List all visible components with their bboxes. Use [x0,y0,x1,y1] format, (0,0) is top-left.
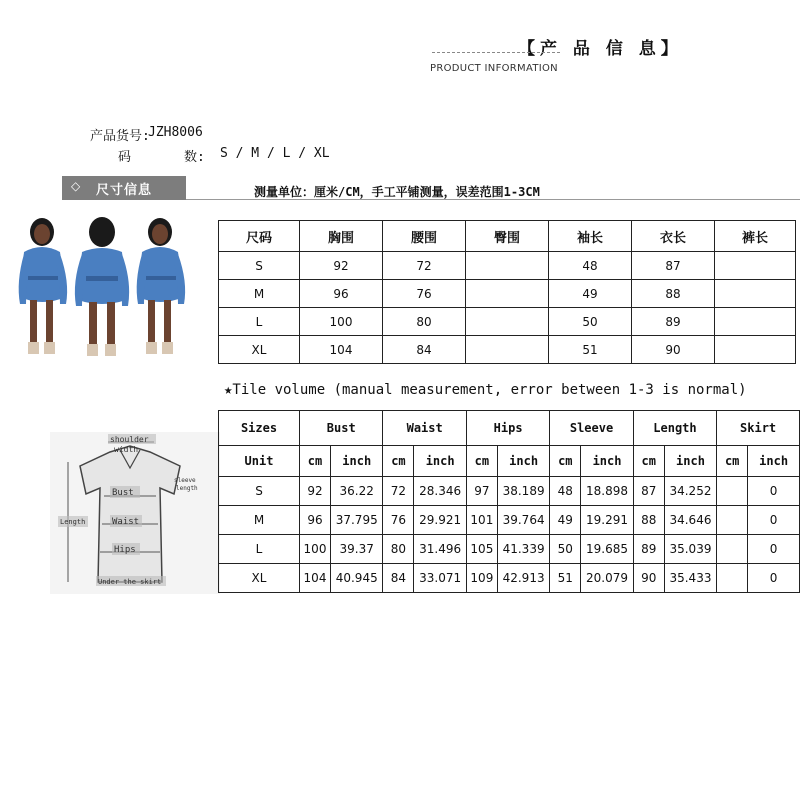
table-cell: 51 [549,336,632,364]
table-cell: S [219,477,300,506]
table-cell: 49 [549,280,632,308]
table-cell: 104 [300,336,383,364]
table-header-cell: 腰围 [383,221,466,252]
table-cell [717,535,748,564]
unit-row [219,446,800,477]
unit-cell: inch [581,446,633,477]
table-header-row [219,221,796,252]
unit-cell: inch [331,446,383,477]
table-cell: 96 [300,280,383,308]
diagram-label-waist: Waist [112,517,140,527]
size-table-en [218,410,800,593]
table-cell: 96 [300,506,331,535]
model-photo-side [137,218,185,354]
table-header-cell: Waist [383,411,466,446]
diagram-label-length: Length [60,518,86,526]
table-cell: 31.496 [414,535,466,564]
table-cell: 101 [466,506,497,535]
table-cell: 50 [549,308,632,336]
table-cell: L [219,308,300,336]
product-photos [14,212,190,364]
diagram-label-bust: Bust [112,488,134,498]
table-cell: 39.764 [497,506,549,535]
table-header-row [219,411,800,446]
table-cell: 42.913 [497,564,549,593]
table-cell: 0 [748,506,800,535]
diagram-label-skirt: Under the skirt [98,578,162,586]
table-cell: 105 [466,535,497,564]
table-header-cell: 臀围 [466,221,549,252]
diagram-label-shoulder: shoulder [110,435,149,444]
table-header-cell: 衣长 [632,221,715,252]
unit-cell: inch [414,446,466,477]
unit-cell: cm [633,446,664,477]
table-cell: 89 [633,535,664,564]
size-info-label: 尺寸信息 [96,183,153,198]
table-cell: 50 [550,535,581,564]
table-cell: 90 [633,564,664,593]
table-cell: 92 [300,252,383,280]
table-cell: 104 [300,564,331,593]
table-header-cell: Skirt [717,411,800,446]
table-cell: 80 [383,308,466,336]
table-cell: 49 [550,506,581,535]
size-label-part-1: 码 [118,150,132,165]
table-cell: 18.898 [581,477,633,506]
table-cell: M [219,506,300,535]
table-cell: 19.685 [581,535,633,564]
table-cell: 34.252 [664,477,716,506]
table-row [219,252,796,280]
page-title: 【产 品 信 息】 [518,39,683,59]
diamond-icon: ◇ [71,179,81,193]
table-cell: 84 [383,564,414,593]
table-cell: L [219,535,300,564]
table-cell: 33.071 [414,564,466,593]
size-values: S / M / L / XL [220,146,330,161]
table-cell [466,336,549,364]
unit-label-cell: Unit [219,446,300,477]
table-cell: 37.795 [331,506,383,535]
table-header-cell: 裤长 [715,221,796,252]
table-cell [717,506,748,535]
table-cell: 100 [300,308,383,336]
table-cell: 29.921 [414,506,466,535]
title-divider [432,52,560,53]
table-row [219,535,800,564]
table-cell [715,336,796,364]
table-cell: 72 [383,477,414,506]
measurement-note: 测量单位：厘米/CM，手工平铺测量，误差范围1-3CM [254,185,540,199]
table-cell: 76 [383,506,414,535]
table-cell: 41.339 [497,535,549,564]
table-cell [715,308,796,336]
table-row [219,506,800,535]
table-cell: 34.646 [664,506,716,535]
diagram-label-width: width [114,445,139,454]
table-cell: 38.189 [497,477,549,506]
table-row [219,308,796,336]
table-cell: 19.291 [581,506,633,535]
model-photo-front [19,218,67,354]
table-cell: 35.433 [664,564,716,593]
unit-cell: inch [664,446,716,477]
table-cell: 87 [633,477,664,506]
table-cell: 20.079 [581,564,633,593]
table-cell: M [219,280,300,308]
table-header-cell: Bust [300,411,383,446]
table-cell: 90 [632,336,715,364]
table-header-cell: Sizes [219,411,300,446]
diagram-label-sleeve-length: length [176,485,198,492]
table-cell [466,280,549,308]
diagram-label-hips: Hips [114,545,136,555]
table-cell [717,564,748,593]
page-subtitle: PRODUCT INFORMATION [430,63,558,74]
product-code-value: JZH8006 [148,125,203,140]
table-cell: 48 [550,477,581,506]
unit-cell: cm [300,446,331,477]
table-cell: 0 [748,535,800,564]
unit-cell: inch [497,446,549,477]
tile-volume-title: ★Tile volume (manual measurement, error between 1-3 is normal) [224,382,747,398]
table-row [219,477,800,506]
table-cell: 84 [383,336,466,364]
table-cell: 92 [300,477,331,506]
table-cell [466,308,549,336]
table-cell: 100 [300,535,331,564]
table-cell: 72 [383,252,466,280]
table-cell: 88 [632,280,715,308]
table-cell: S [219,252,300,280]
table-header-cell: Sleeve [550,411,633,446]
table-cell: XL [219,564,300,593]
table-header-cell: Hips [466,411,549,446]
unit-cell: cm [383,446,414,477]
unit-cell: cm [550,446,581,477]
size-table-cn [218,220,796,364]
table-cell: 39.37 [331,535,383,564]
table-cell: 0 [748,477,800,506]
table-header-cell: 尺码 [219,221,300,252]
product-code-label: 产品货号: [90,129,150,144]
table-cell: 48 [549,252,632,280]
table-cell: 88 [633,506,664,535]
model-photo-back [75,217,129,356]
table-header-cell: 胸围 [300,221,383,252]
table-cell: 40.945 [331,564,383,593]
table-cell: 28.346 [414,477,466,506]
table-row [219,336,796,364]
table-cell: 87 [632,252,715,280]
measurement-diagram [50,432,220,594]
diagram-label-sleeve: sleeve [174,477,196,484]
table-row [219,280,796,308]
table-cell [717,477,748,506]
table-cell: 109 [466,564,497,593]
unit-cell: cm [717,446,748,477]
table-row [219,564,800,593]
table-cell [466,252,549,280]
size-label-part-2: 数: [184,150,205,165]
unit-cell: cm [466,446,497,477]
table-cell [715,280,796,308]
table-cell: 97 [466,477,497,506]
table-cell: 36.22 [331,477,383,506]
table-cell: 0 [748,564,800,593]
table-cell: 35.039 [664,535,716,564]
unit-cell: inch [748,446,800,477]
table-header-cell: 袖长 [549,221,632,252]
table-cell: 89 [632,308,715,336]
table-header-cell: Length [633,411,716,446]
table-cell: 80 [383,535,414,564]
size-info-bar [62,176,186,200]
table-cell: 76 [383,280,466,308]
table-cell [715,252,796,280]
table-cell: XL [219,336,300,364]
table-cell: 51 [550,564,581,593]
